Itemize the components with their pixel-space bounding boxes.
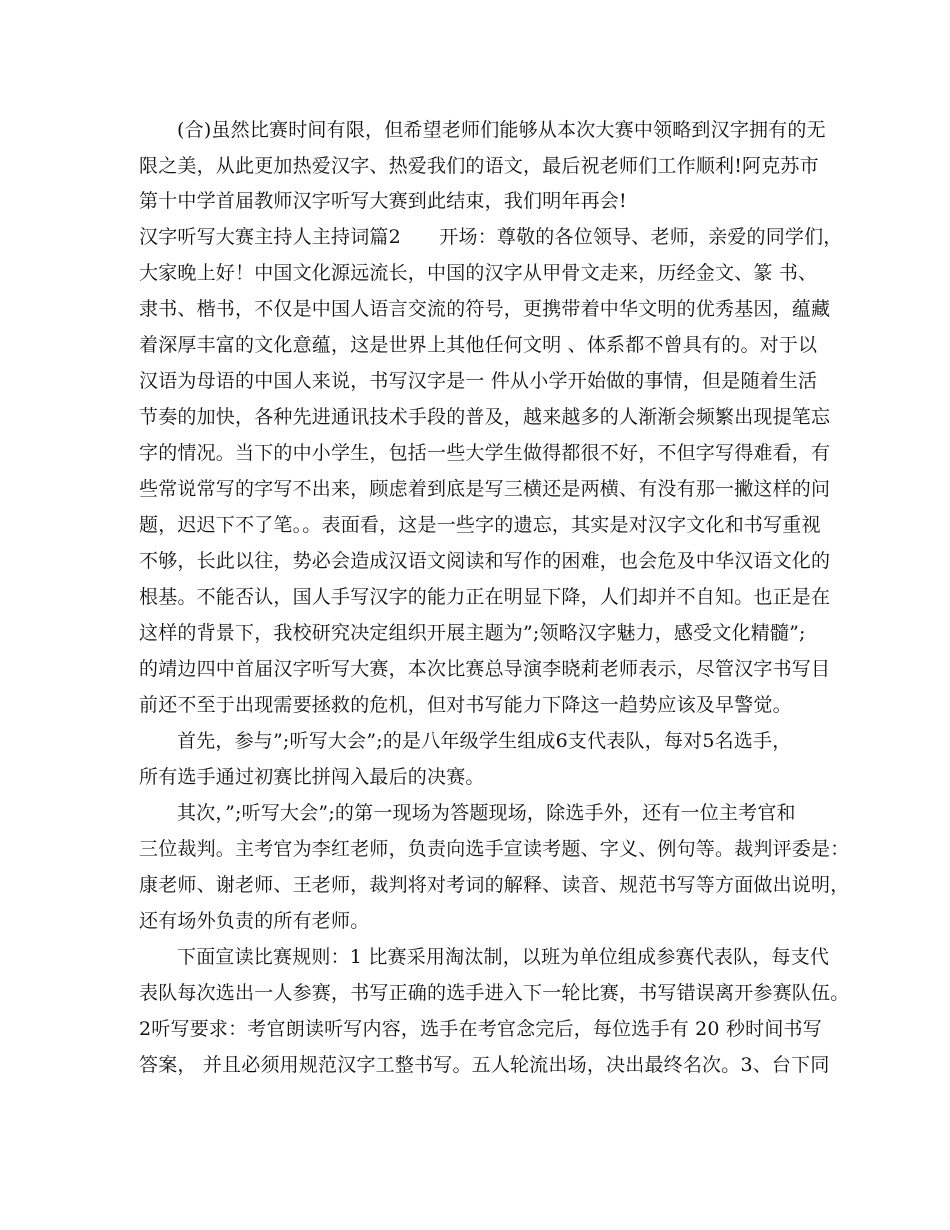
text-line: 表队每次选出一人参赛，书写正确的选手进入下一轮比赛，书写错误离开参赛队伍。 xyxy=(139,982,850,1004)
text-line: 所有选手通过初赛比拼闯入最后的决赛。 xyxy=(139,766,485,788)
text-line: 其次，”;听写大会”;的第一现场为答题现场，除选手外，还有一位主考官和 xyxy=(177,802,796,824)
text-line: 不够，长此以往，势必会造成汉语文阅读和写作的困难，也会危及中华汉语文化的 xyxy=(139,550,831,572)
text-line: 还有场外负责的所有老师。 xyxy=(139,910,370,932)
text-line: 题，迟迟下不了笔。。表面看，这是一些字的遗忘，其实是对汉字文化和书写重视 xyxy=(139,514,821,536)
text-line: 着深厚丰富的文化意蕴，这是世界上其他任何文明 、体系都不曾具有的。对于以 xyxy=(139,334,818,356)
text-line: 的靖边四中首届汉字听写大赛，本次比赛总导演李晓莉老师表示，尽管汉字书写目 xyxy=(139,658,831,680)
text-line: 字的情况。当下的中小学生，包括一些大学生做得都很不好，不但字写得难看，有 xyxy=(139,442,831,464)
text-line: 根基。不能否认，国人手写汉字的能力正在明显下降，人们却并不自知。也正是在 xyxy=(139,586,831,608)
text-line: 第十中学首届教师汉字听写大赛到此结束，我们明年再会! xyxy=(139,190,627,212)
text-line: 这样的背景下，我校研究决定组织开展主题为”;领略汉字魅力，感受文化精髓”; xyxy=(139,622,806,644)
text-line: 康老师、谢老师、王老师，裁判将对考词的解释、读音、规范书写等方面做出说明， xyxy=(139,874,850,896)
text-line: 首先，参与”;听写大会”;的是八年级学生组成6支代表队，每对5名选手， xyxy=(177,730,792,752)
text-line: 限之美，从此更加热爱汉字、热爱我们的语文，最后祝老师们工作顺利!阿克苏市 xyxy=(139,155,819,177)
text-line: 隶书、楷书，不仅是中国人语言交流的符号，更携带着中华文明的优秀基因，蕴藏 xyxy=(139,298,831,320)
text-line: 前还不至于出现需要拯救的危机，但对书写能力下降这一趋势应该及早警觉。 xyxy=(139,694,792,716)
text-line: 答案， 并且必须用规范汉字工整书写。五人轮流出场，决出最终名次。3、台下同 xyxy=(139,1054,830,1076)
text-line: 大家晚上好！中国文化源远流长，中国的汉字从甲骨文走来，历经金文、篆 书、 xyxy=(139,262,818,284)
text-line: (合)虽然比赛时间有限，但希望老师们能够从本次大赛中领略到汉字拥有的无 xyxy=(177,119,826,141)
text-line: 汉语为母语的中国人来说，书写汉字是一 件从小学开始做的事情，但是随着生活 xyxy=(139,370,818,392)
text-line: 些常说常写的字写不出来，顾虑着到底是写三横还是两横、有没有那一撇这样的问 xyxy=(139,478,831,500)
text-line: 下面宣读比赛规则：1 比赛采用淘汰制，以班为单位组成参赛代表队，每支代 xyxy=(177,946,830,968)
text-line: 汉字听写大赛主持人主持词篇2 开场：尊敬的各位领导、老师，亲爱的同学们， xyxy=(139,226,843,248)
text-line: 2听写要求：考官朗读听写内容，选手在考官念完后，每位选手有 20 秒时间书写 xyxy=(139,1018,822,1040)
text-line: 节奏的加快，各种先进通讯技术手段的普及，越来越多的人渐渐会频繁出现提笔忘 xyxy=(139,406,831,428)
text-line: 三位裁判。主考官为李红老师，负责向选手宣读考题、字义、例句等。裁判评委是： xyxy=(139,838,850,860)
